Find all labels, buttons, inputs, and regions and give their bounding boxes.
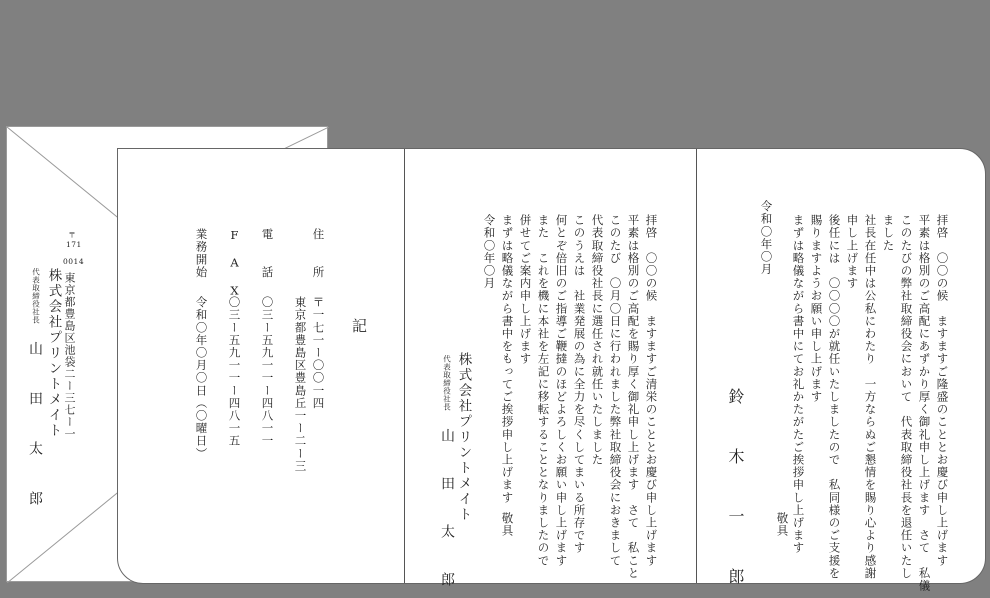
envelope-title: 代表取締役社長 — [31, 268, 41, 324]
notice-start-label: 業務開始 — [194, 228, 209, 279]
letter-a-line-2: 平素は格別のご高配を賜り厚く御礼申し上げます さて 私こと — [626, 214, 641, 580]
letter-a-line-8: 併せてご案内申し上げます — [518, 214, 533, 366]
letter-a-line-4: 代表取締役社長に選任され就任いたしました — [590, 214, 605, 466]
envelope-address: 東京都豊島区池袋二ー三七ー一 — [63, 272, 76, 440]
letter-b-line-8: 賜りますようお願い申し上げます — [809, 214, 824, 403]
letter-b-date: 令和〇年〇月 — [759, 200, 774, 276]
letter-b-line-1: 拝啓 〇〇の候 ますますご隆盛のこととお慶び申し上げます — [935, 214, 950, 567]
letter-b-line-4: ました — [881, 214, 896, 252]
notice-address-label: 住 所 — [311, 228, 326, 279]
notice-address: 東京都豊島区豊島丘一ー二ー三 — [293, 296, 308, 473]
letter-b-line-3: このたびの弊社取締役会において 代表取締役社長を退任いたし — [899, 214, 914, 580]
letter-a-line-1: 拝啓 〇〇の候 ますますご清栄のこととお慶び申し上げます — [644, 214, 659, 567]
letter-a-line-5: このうえは 社業発展の為に全力を尽くしてまいる所存です — [572, 214, 587, 555]
letter-a-name: 山 田 太 郎 — [439, 428, 455, 596]
letter-b-line-6: 申し上げます — [845, 214, 860, 290]
notice-fax: 〇三ー五九一一ー四八一五 — [227, 296, 242, 448]
notice-tel-label: 電 話 — [260, 228, 275, 279]
letter-b-line-5: 社長在任中は公私にわたり 一方ならぬご懇情を賜り心より感謝 — [863, 214, 878, 580]
envelope-name: 山 田 太 郎 — [27, 341, 43, 516]
card-fold-left — [404, 149, 405, 583]
letter-a-closing: 敬具 — [500, 512, 515, 538]
notice-tel: 〇三ー五九一一ー四八一一 — [260, 296, 275, 448]
letter-b-closing: 敬具 — [775, 512, 790, 538]
letter-a-line-3: このたび 〇月〇日に行われました弊社取締役会におきまして — [608, 214, 623, 567]
letter-b-name: 鈴 木 一 郎 — [726, 388, 745, 598]
card-fold-right — [696, 149, 697, 583]
envelope-postal-code-1: 171 — [66, 240, 82, 249]
notice-fax-label: F A X — [227, 228, 242, 299]
letter-b-line-9: まずは略儀ながら書中にてお礼かたがたご挨拶申し上げます — [791, 214, 806, 555]
notice-address-zip: 〒一七一ー〇〇一四 — [311, 296, 326, 410]
letter-a-line-9: まずは略儀ながら書中をもってご挨拶申し上げます — [500, 214, 515, 504]
envelope-company: 株式会社プリントメイト — [45, 268, 62, 439]
letter-a-line-7: また これを機に本社を左記に移転することとなりましたので — [536, 214, 551, 567]
letter-a-line-6: 何とぞ倍旧のご指導ご鞭撻のほどよろしくお願い申し上げます — [554, 214, 569, 567]
envelope-postal-code-2: 0014 — [63, 257, 85, 266]
letter-a-company: 株式会社プリントメイト — [455, 352, 472, 523]
notice-start: 令和〇年〇月〇日（〇曜日） — [194, 296, 209, 460]
letter-b-line-7: 後任には 〇〇〇〇が就任いたしましたので 私同様のご支援を — [827, 214, 842, 580]
letter-b-line-2: 平素は格別のご高配にあずかり厚く御礼申し上げます さて 私儀 — [917, 214, 932, 592]
letter-a-date: 令和〇年〇月 — [482, 214, 497, 290]
letter-a-title: 代表取締役社長 — [442, 355, 452, 411]
notice-heading: 記 — [350, 318, 368, 336]
envelope-postal-mark: 〒 — [67, 231, 77, 239]
